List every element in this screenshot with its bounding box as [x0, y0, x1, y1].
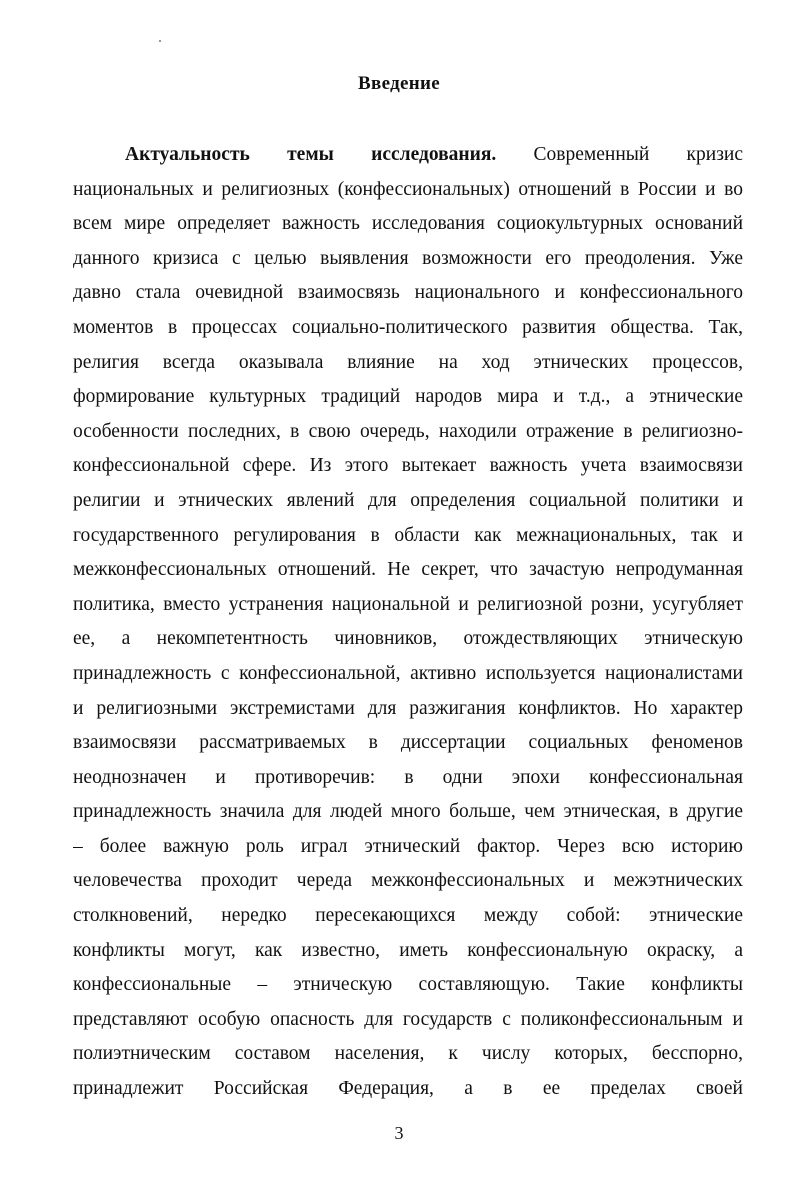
text-line: политика, вместо устранения национальной и религиозной розни, усугубляет: [73, 593, 743, 615]
text-line: принадлежность значила для людей много больше, чем этническая, в другие: [73, 801, 743, 823]
section-title: Введение: [358, 73, 440, 94]
text-line: взаимосвязи рассматриваемых в диссертации социальных феноменов: [73, 732, 743, 754]
relevance-heading: Актуальность темы исследования.: [125, 144, 497, 165]
text-line: межконфессиональных отношений. Не секрет, что зачастую непродуманная: [73, 559, 743, 581]
text-line: конфессиональной сфере. Из этого вытекает важность учета взаимосвязи: [73, 455, 743, 477]
text-line: представляют особую опасность для государств с поликонфессиональным и: [73, 1008, 743, 1030]
paragraph-first-line: [73, 138, 743, 173]
text-line: принадлежность с конфессиональной, активно используется националистами: [73, 662, 743, 684]
text-line: конфликты могут, как известно, иметь конфессиональную окраску, а: [73, 939, 743, 961]
text-line: религия всегда оказывала влияние на ход этнических процессов,: [73, 351, 743, 373]
page-number: 3: [394, 1123, 404, 1143]
text-line: формирование культурных традиций народов мира и т.д., а этнические: [73, 386, 743, 408]
text-line: национальных и религиозных (конфессиональных) отношений в России и во: [73, 178, 743, 200]
text-line: – более важную роль играл этнический фактор. Через всю историю: [73, 835, 743, 857]
text-line: данного кризиса с целью выявления возможности его преодоления. Уже: [73, 247, 743, 269]
text-line: человечества проходит череда межконфессиональных и межэтнических: [73, 870, 743, 892]
text-line: и религиозными экстремистами для разжигания конфликтов. Но характер: [73, 697, 743, 719]
text-line: государственного регулирования в области как межнациональных, так и: [73, 524, 743, 546]
text-line: давно стала очевидной взаимосвязь национального и конфессионального: [73, 282, 743, 304]
text-line: ее, а некомпетентность чиновников, отождествляющих этническую: [73, 628, 743, 650]
text-line: особенности последних, в свою очередь, находили отражение в религиозно-: [73, 420, 743, 442]
text-line: принадлежит Российская Федерация, а в ее пределах своей: [73, 1078, 743, 1100]
first-line-rest: Современный кризис: [533, 144, 743, 165]
text-line: моментов в процессах социально-политического развития общества. Так,: [73, 316, 743, 338]
text-line: всем мире определяет важность исследования социокультурных оснований: [73, 213, 743, 235]
body-text: [73, 138, 743, 1107]
text-line: полиэтническим составом населения, к числу которых, бесспорно,: [73, 1043, 743, 1065]
text-line: религии и этнических явлений для определения социальной политики и: [73, 489, 743, 511]
text-line: конфессиональные – этническую составляющую. Такие конфликты: [73, 974, 743, 996]
scan-speck: [159, 40, 161, 42]
text-line: неоднозначен и противоречив: в одни эпохи конфессиональная: [73, 766, 743, 788]
text-line: столкновений, нередко пересекающихся между собой: этнические: [73, 905, 743, 927]
